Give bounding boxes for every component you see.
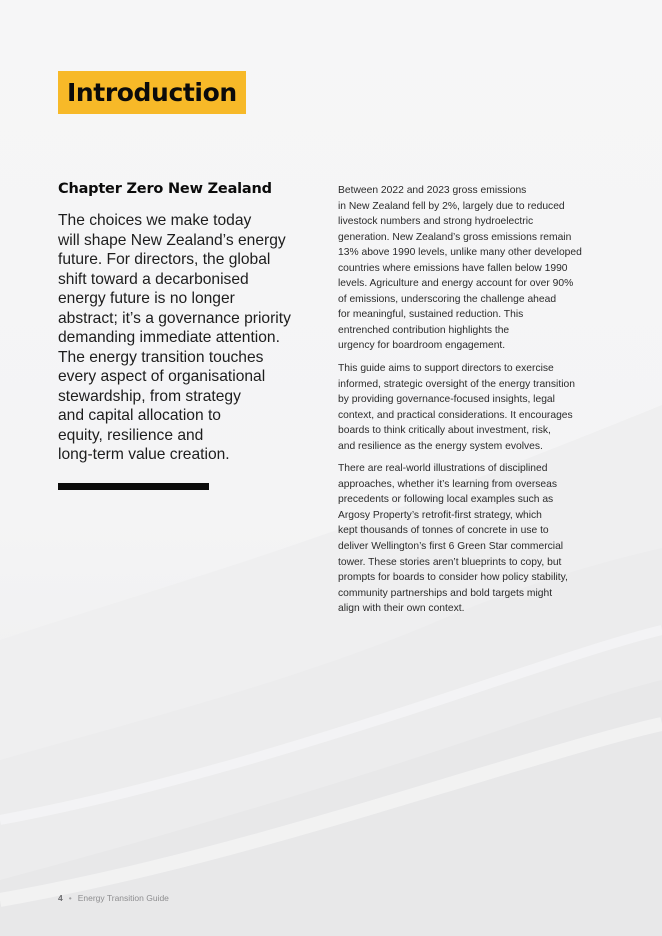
- lead-line: shift toward a decarbonised: [58, 270, 249, 288]
- body-line: This guide aims to support directors to exercise: [338, 363, 554, 375]
- chapter-heading: Chapter Zero New Zealand: [58, 181, 272, 197]
- footer-separator: •: [68, 893, 72, 903]
- lead-line: demanding immediate attention.: [58, 329, 280, 346]
- body-line: context, and practical considerations. It encourages: [338, 409, 573, 421]
- body-line: There are real-world illustrations of disciplined: [338, 463, 548, 475]
- body-line: generation. New Zealand’s gross emissions remain: [338, 231, 572, 243]
- body-line: prompts for boards to consider how policy stability,: [338, 572, 568, 584]
- body-line: tower. These stories aren’t blueprints to copy, but: [338, 556, 562, 568]
- body-line: entrenched contribution highlights the: [338, 324, 510, 336]
- lead-line: equity, resilience and: [58, 426, 204, 444]
- body-line: approaches, whether it’s learning from overseas: [338, 478, 558, 490]
- page-title: Introduction: [67, 78, 237, 107]
- lead-line: The choices we make today: [58, 212, 252, 229]
- body-line: 13% above 1990 levels, unlike many other developed: [338, 247, 582, 259]
- lead-line: long-term value creation.: [58, 446, 230, 463]
- body-line: in New Zealand fell by 2%, largely due to reduced: [338, 200, 565, 212]
- lead-line: energy future is no longer: [58, 290, 235, 307]
- lead-line: future. For directors, the global: [58, 251, 271, 268]
- lead-line: and capital allocation to: [58, 407, 221, 424]
- body-paragraph-emissions: [338, 183, 608, 354]
- page-number: 4: [58, 893, 63, 903]
- body-paragraph-illustrations: [338, 461, 608, 616]
- body-line: Between 2022 and 2023 gross emissions: [338, 185, 527, 196]
- lead-paragraph: [58, 211, 298, 465]
- body-line: deliver Wellington’s first 6 Green Star commercial: [338, 541, 564, 553]
- body-line: livestock numbers and strong hydroelectric: [338, 216, 534, 228]
- body-line: countries where emissions have fallen below 1990: [338, 262, 568, 274]
- lead-line: abstract; it’s a governance priority: [58, 309, 291, 327]
- body-line: align with their own context.: [338, 603, 465, 615]
- lead-line: The energy transition touches: [58, 348, 264, 366]
- body-line: by providing governance-focused insights, legal: [338, 394, 555, 406]
- footer-doc-title: Energy Transition Guide: [77, 893, 169, 903]
- body-paragraph-guide-aims: [338, 361, 608, 454]
- page-footer: [58, 893, 169, 903]
- left-column: [58, 180, 298, 465]
- lead-line: every aspect of organisational: [58, 368, 266, 385]
- body-line: informed, strategic oversight of the energy transition: [338, 378, 575, 390]
- body-line: levels. Agriculture and energy account for over 90%: [338, 278, 574, 290]
- body-line: Argosy Property’s retrofit-first strategy, which: [338, 509, 542, 521]
- body-line: community partnerships and bold targets might: [338, 587, 553, 599]
- body-line: urgency for boardroom engagement.: [338, 340, 506, 352]
- body-line: precedents or following local examples such as: [338, 494, 554, 506]
- body-line: kept thousands of tonnes of concrete in use to: [338, 525, 549, 537]
- body-line: boards to think critically about investment, risk,: [338, 425, 551, 437]
- body-line: for meaningful, sustained reduction. This: [338, 309, 524, 321]
- right-column: [338, 183, 608, 624]
- lead-line: will shape New Zealand’s energy: [58, 231, 286, 249]
- body-line: and resilience as the energy system evolves.: [338, 440, 543, 452]
- title-highlight-box: [58, 71, 246, 114]
- decorative-divider-bar: [58, 483, 209, 490]
- body-line: of emissions, underscoring the challenge ahead: [338, 293, 557, 305]
- lead-line: stewardship, from strategy: [58, 387, 241, 405]
